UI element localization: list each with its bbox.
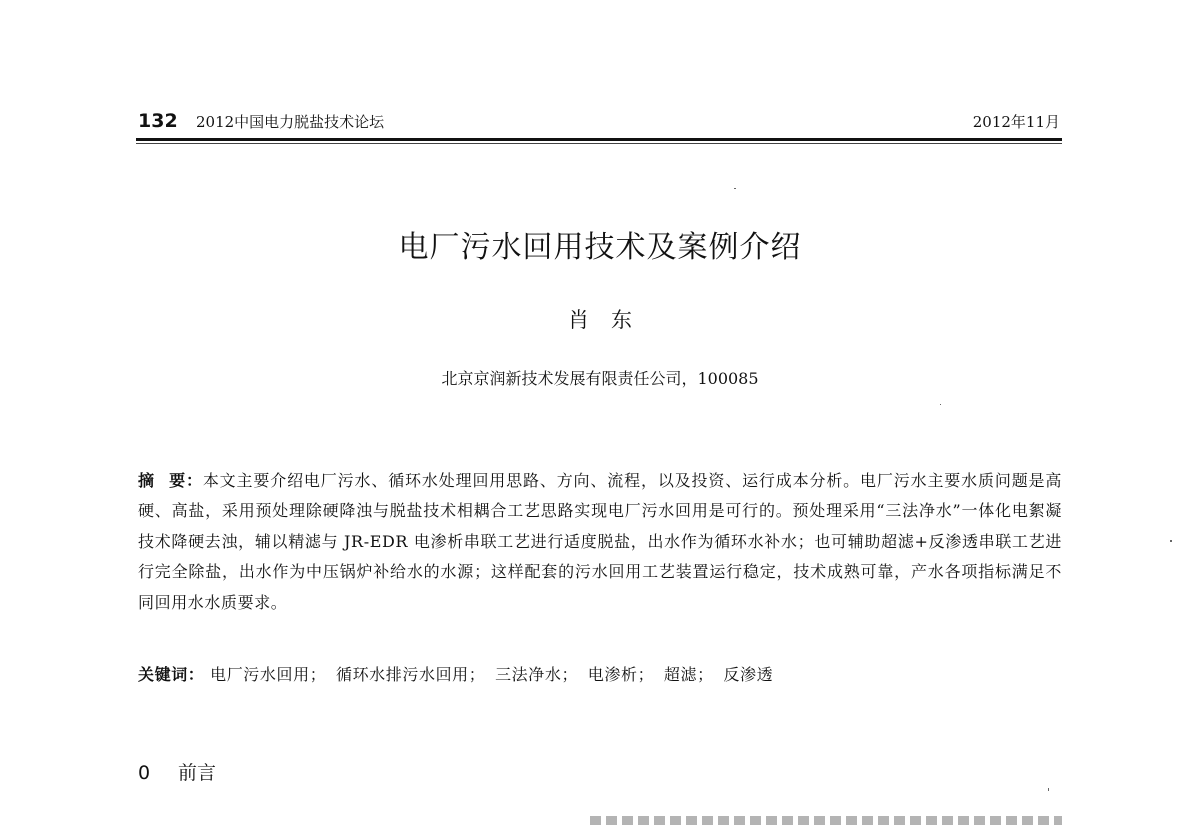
header-rule-thin — [136, 143, 1062, 144]
abstract-label — [138, 471, 203, 490]
scan-speck — [734, 188, 736, 189]
abstract — [138, 466, 1062, 618]
abstract-label-left: 摘 — [138, 471, 155, 490]
keywords-label: 关键词： — [138, 665, 205, 684]
keyword-item: 超滤； — [663, 665, 714, 684]
journal-name: 2012中国电力脱盐技术论坛 — [196, 113, 385, 131]
abstract-label-right: 要： — [168, 471, 203, 490]
scan-speck — [1048, 788, 1049, 791]
cut-off-text-line — [590, 816, 1062, 825]
keyword-item: 电渗析； — [587, 665, 655, 684]
author-name: 肖东 — [568, 308, 654, 332]
keyword-item: 反渗透 — [723, 665, 774, 684]
header-date: 2012年11月 — [972, 113, 1060, 131]
scan-speck — [940, 404, 941, 405]
keywords — [138, 660, 1062, 690]
abstract-text: 本文主要介绍电厂污水、循环水处理回用思路、方向、流程，以及投资、运行成本分析。电厂污水主要水质问题是高硬、高盐，采用预处理除硬降浊与脱盐技术相耦合工艺思路实现电厂污水回用是可行的。预处理采用“三法净水”一体化电絮凝技术降硬去浊，辅以精滤与 JR-EDR 电渗析串联工艺进行适度脱盐，出水作为循环水补水；也可辅助超滤+反渗透串联工艺进行完全除盐，出水作为中压锅炉补给水的水源；这样配套的污水回用工艺装置运行稳定，技术成熟可靠，产水各项指标满足不同回用水水质要求。 — [138, 471, 1063, 612]
author-affiliation: 北京京润新技术发展有限责任公司，100085 — [441, 369, 759, 388]
keyword-item: 电厂污水回用； — [210, 665, 327, 684]
keyword-item: 三法净水； — [495, 665, 579, 684]
section-number: 0 — [138, 762, 151, 784]
page-number: 132 — [138, 110, 178, 132]
running-header — [138, 108, 1060, 134]
keyword-item: 循环水排污水回用； — [335, 665, 486, 684]
header-rule-thick — [136, 138, 1062, 141]
section-title: 前言 — [178, 762, 217, 784]
section-heading — [138, 758, 216, 788]
paper-title: 电厂污水回用技术及案例介绍 — [398, 230, 802, 265]
scan-speck — [1170, 540, 1172, 542]
